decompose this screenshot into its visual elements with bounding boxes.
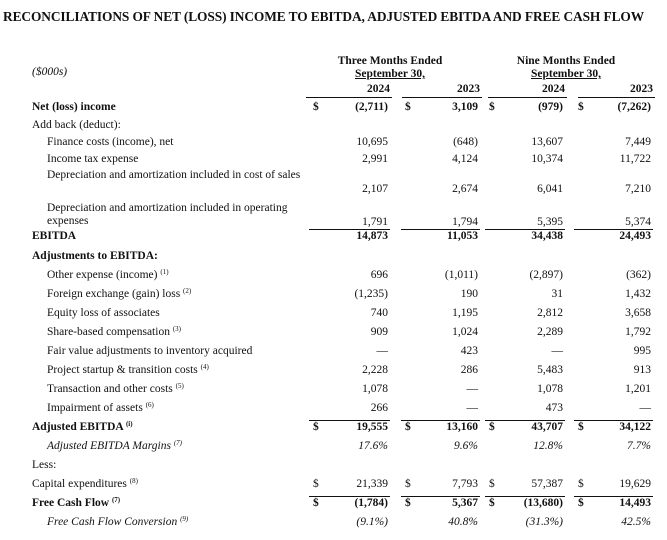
- row-value: —: [466, 402, 478, 414]
- row-label: [47, 364, 209, 377]
- row-value: 995: [633, 345, 651, 357]
- year-underline: [306, 97, 392, 98]
- row-label: [32, 478, 138, 491]
- row-label: [47, 288, 191, 301]
- row-label: [32, 250, 158, 263]
- table-row: [0, 402, 667, 421]
- table-row: [0, 421, 667, 440]
- row-value: 2,228: [362, 364, 388, 376]
- row-label-text: Impairment of assets: [47, 402, 143, 414]
- row-value: 266: [370, 402, 388, 414]
- row-value: 10,374: [531, 153, 563, 165]
- row-value: 5,395: [537, 216, 563, 228]
- row-label: [47, 153, 138, 166]
- row-value: 4,124: [452, 153, 478, 165]
- row-value: (362): [626, 269, 651, 281]
- row-value: 1,432: [625, 288, 651, 300]
- row-value: 43,707: [531, 421, 563, 433]
- footnote-ref: (i): [125, 420, 133, 428]
- footnote-ref: (1): [160, 268, 169, 276]
- row-value: (2,711): [355, 101, 388, 113]
- row-label-text: Less:: [32, 459, 57, 471]
- footnote-ref: (3): [172, 325, 181, 333]
- row-value: 19,555: [356, 421, 388, 433]
- row-value: (13,680): [523, 497, 563, 509]
- row-value: 1,078: [362, 383, 388, 395]
- dollar-sign: $: [489, 101, 495, 113]
- footnote-ref: (7): [111, 496, 121, 504]
- row-label-text: EBITDA: [32, 230, 77, 242]
- total-rule: [574, 420, 653, 421]
- row-label-text: Transaction and other costs: [47, 383, 173, 395]
- row-value: 21,339: [356, 478, 388, 490]
- row-value: 190: [460, 288, 478, 300]
- dollar-sign: $: [405, 478, 411, 490]
- row-value: 34,438: [531, 230, 563, 242]
- row-value: 696: [370, 269, 388, 281]
- row-value: (979): [538, 101, 563, 113]
- row-label-text: Adjustments to EBITDA:: [32, 250, 158, 262]
- table-row: [0, 169, 667, 195]
- row-label-text: Adjusted EBITDA Margins: [47, 440, 171, 452]
- row-label-text: Share-based compensation: [47, 326, 170, 338]
- total-rule: [401, 420, 480, 421]
- row-value: 5,483: [537, 364, 563, 376]
- table-row: [0, 497, 667, 516]
- row-value: (648): [453, 136, 478, 148]
- dollar-sign: $: [578, 421, 584, 433]
- year-underline: [578, 97, 655, 98]
- row-label: [47, 307, 160, 320]
- row-value: 1,201: [625, 383, 651, 395]
- period-header-nine-months: [496, 55, 636, 81]
- row-value: —: [466, 383, 478, 395]
- year-header-3: 2023: [630, 83, 653, 95]
- footnote-ref: (7): [173, 439, 182, 447]
- row-label-text: Free Cash Flow Conversion: [47, 516, 178, 528]
- table-row: [0, 345, 667, 364]
- row-value: 909: [370, 326, 388, 338]
- row-value: 1,024: [452, 326, 478, 338]
- row-label-text: Finance costs (income), net: [47, 136, 174, 148]
- row-value: 286: [460, 364, 478, 376]
- row-value: 2,289: [537, 326, 563, 338]
- row-value: 1,078: [537, 383, 563, 395]
- dollar-sign: $: [578, 101, 584, 113]
- period-header-three-months: [320, 55, 460, 81]
- table-row: [0, 202, 667, 228]
- table-row: [0, 516, 667, 535]
- row-value: 2,107: [362, 183, 388, 195]
- dollar-sign: $: [578, 478, 584, 490]
- row-label-text: Fair value adjustments to inventory acquired: [47, 345, 253, 357]
- row-value: 6,041: [537, 183, 563, 195]
- row-value: (31.3%): [525, 516, 563, 528]
- dollar-sign: $: [313, 478, 319, 490]
- row-label-text: Free Cash Flow: [32, 497, 110, 509]
- table-row: [0, 383, 667, 402]
- dollar-sign: $: [313, 497, 319, 509]
- table-row: [0, 307, 667, 326]
- row-value: 2,674: [452, 183, 478, 195]
- row-value: —: [551, 345, 563, 357]
- row-value: 1,794: [452, 216, 478, 228]
- row-value: 7.7%: [627, 440, 651, 452]
- total-rule: [309, 496, 390, 497]
- total-rule: [485, 229, 565, 230]
- row-label: [32, 421, 133, 434]
- table-row: [0, 230, 667, 249]
- year-header-1: 2023: [457, 83, 480, 95]
- row-label: [32, 230, 76, 243]
- total-rule: [309, 229, 390, 230]
- row-label: [47, 202, 307, 228]
- row-label-text: Adjusted EBITDA: [32, 421, 124, 433]
- footnote-ref: (6): [145, 401, 154, 409]
- row-value: (9.1%): [356, 516, 388, 528]
- row-value: 2,991: [362, 153, 388, 165]
- total-rule: [485, 420, 565, 421]
- row-label: [47, 516, 188, 529]
- dollar-sign: $: [313, 101, 319, 113]
- table-row: [0, 326, 667, 345]
- row-value: 40.8%: [448, 516, 478, 528]
- row-value: 34,122: [619, 421, 651, 433]
- report-title: RECONCILIATIONS OF NET (LOSS) INCOME TO EBITDA, ADJUSTED EBITDA AND FREE CASH FLOW: [3, 9, 645, 24]
- footnote-ref: (5): [175, 382, 184, 390]
- row-value: 9.6%: [454, 440, 478, 452]
- row-value: 17.6%: [358, 440, 388, 452]
- row-label: [47, 440, 182, 453]
- row-label: [47, 326, 181, 339]
- row-label: [32, 119, 121, 132]
- row-label: [47, 136, 173, 149]
- table-row: [0, 288, 667, 307]
- row-value: 740: [370, 307, 388, 319]
- table-row: [0, 459, 667, 478]
- row-value: 1,195: [452, 307, 478, 319]
- row-label: [32, 497, 120, 510]
- row-value: 10,695: [356, 136, 388, 148]
- dollar-sign: $: [489, 497, 495, 509]
- total-rule: [574, 229, 653, 230]
- row-value: 1,792: [625, 326, 651, 338]
- row-value: 423: [460, 345, 478, 357]
- total-rule: [485, 496, 565, 497]
- row-label: [47, 345, 252, 358]
- year-header-0: 2024: [367, 83, 390, 95]
- row-label: [47, 169, 307, 182]
- dollar-sign: $: [405, 101, 411, 113]
- year-header-2: 2024: [542, 83, 565, 95]
- row-value: 19,629: [619, 478, 651, 490]
- dollar-sign: $: [405, 497, 411, 509]
- row-value: 42.5%: [621, 516, 651, 528]
- table-row: [0, 440, 667, 459]
- row-label: [47, 269, 169, 282]
- row-value: —: [376, 345, 388, 357]
- period-header-line1: Nine Months Ended: [516, 55, 616, 67]
- row-value: 31: [551, 288, 563, 300]
- table-row: [0, 250, 667, 269]
- row-value: 3,109: [452, 101, 478, 113]
- row-value: (2,897): [529, 269, 563, 281]
- row-value: 11,053: [447, 230, 478, 242]
- row-value: 5,374: [625, 216, 651, 228]
- dollar-sign: $: [489, 421, 495, 433]
- row-label: [32, 101, 116, 114]
- row-value: 5,367: [452, 497, 478, 509]
- total-rule: [309, 420, 390, 421]
- table-row: [0, 269, 667, 288]
- row-label-text: Other expense (income): [47, 269, 158, 281]
- dollar-sign: $: [578, 497, 584, 509]
- row-value: 1,791: [362, 216, 388, 228]
- row-value: (1,235): [354, 288, 388, 300]
- row-label-text: Depreciation and amortization included in operating expenses: [47, 202, 288, 227]
- row-label-text: Foreign exchange (gain) loss: [47, 288, 181, 300]
- dollar-sign: $: [405, 421, 411, 433]
- row-label: [32, 459, 56, 472]
- year-underline: [488, 97, 567, 98]
- footnote-ref: (4): [200, 363, 209, 371]
- row-value: 24,493: [619, 230, 651, 242]
- period-header-line2: September 30,: [354, 68, 426, 80]
- row-value: (1,784): [354, 497, 388, 509]
- row-value: 14,493: [619, 497, 651, 509]
- total-rule: [401, 496, 480, 497]
- row-value: 57,387: [531, 478, 563, 490]
- row-label: [47, 383, 184, 396]
- row-label: [47, 402, 154, 415]
- units-label: ($000s): [32, 66, 68, 78]
- table-row: [0, 364, 667, 383]
- row-label-text: Equity loss of associates: [47, 307, 160, 319]
- row-value: 3,658: [625, 307, 651, 319]
- total-rule: [574, 496, 653, 497]
- row-label-text: Net (loss) income: [32, 101, 116, 113]
- period-header-line1: Three Months Ended: [337, 55, 443, 67]
- total-rule: [401, 229, 480, 230]
- row-label-text: Income tax expense: [47, 153, 139, 165]
- row-value: 13,607: [531, 136, 563, 148]
- footnote-ref: (2): [183, 287, 192, 295]
- row-value: 11,722: [619, 153, 651, 165]
- row-value: (7,262): [617, 101, 651, 113]
- row-value: 913: [633, 364, 651, 376]
- row-value: 13,160: [446, 421, 478, 433]
- row-value: 7,793: [452, 478, 478, 490]
- row-value: 473: [545, 402, 563, 414]
- period-header-line2: September 30,: [530, 68, 602, 80]
- row-value: 14,873: [356, 230, 388, 242]
- row-value: 12.8%: [533, 440, 563, 452]
- row-value: 7,449: [625, 136, 651, 148]
- row-value: 7,210: [625, 183, 651, 195]
- row-value: —: [639, 402, 651, 414]
- row-value: (1,011): [444, 269, 478, 281]
- table-row: [0, 478, 667, 497]
- row-label-text: Capital expenditures: [32, 478, 127, 490]
- dollar-sign: $: [313, 421, 319, 433]
- row-label-text: Depreciation and amortization included in cost of sales: [47, 169, 301, 181]
- year-underline: [402, 97, 482, 98]
- footnote-ref: (9): [180, 515, 189, 523]
- dollar-sign: $: [489, 478, 495, 490]
- row-value: 2,812: [537, 307, 563, 319]
- table-row: [0, 101, 667, 120]
- row-label-text: Project startup & transition costs: [47, 364, 198, 376]
- row-label-text: Add back (deduct):: [32, 119, 121, 131]
- footnote-ref: (8): [129, 477, 138, 485]
